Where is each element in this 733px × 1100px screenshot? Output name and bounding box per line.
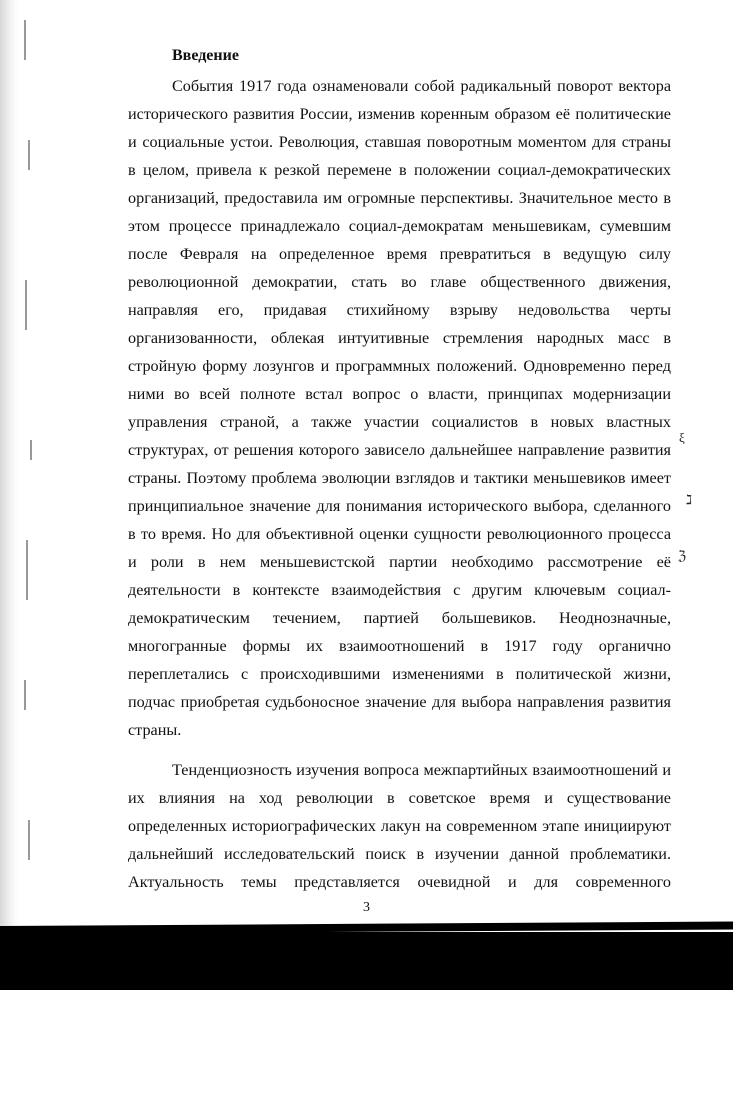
text-line: принципиальное значение для понимания исторического выбора, сделанного [128,497,671,515]
text-line: События 1917 года ознаменовали собой радикальный поворот вектора [172,77,671,95]
text-line: Актуальность темы представляется очевидной и для современного [128,873,671,891]
text-line: и роли в нем меньшевистской партии необходимо рассмотрение её [128,553,671,571]
text-line: их влияния на ход революции в советское время и существование [128,789,671,807]
text-line: деятельности в контексте взаимодействия с другим ключевым социал- [128,581,671,599]
page-number: 3 [363,900,370,915]
text-line: многогранные формы их взаимоотношений в 1917 году органично [128,637,671,655]
text-line: и социальные устои. Революция, ставшая поворотным моментом для страны [128,133,671,151]
text-line: демократическим течением, партией большевиков. Неоднозначные, [128,609,671,627]
text-line: в целом, привела к резкой перемене в положении социал-демократических [128,161,671,179]
text-line: этом процессе принадлежало социал-демократам меньшевикам, сумевшим [128,217,671,235]
text-line: ними во всей полноте встал вопрос о власти, принципах модернизации [128,385,671,403]
margin-mark: ξ [679,430,685,445]
text-line: организаций, предоставила им огромные перспективы. Значительное место в [128,189,671,207]
text-line: подчас приобретая судьбоносное значение для выбора направления развития [128,693,671,711]
text-line: страны. Поэтому проблема эволюции взглядов и тактики меньшевиков имеет [128,469,671,487]
text-line: организованности, облекая интуитивные стремления народных масс в [128,329,671,347]
section-heading: Введение [172,47,239,64]
text-line: переплетались с происходившими изменениями в политической жизни, [128,665,671,683]
text-line: направляя его, придавая стихийному взрыву недовольства черты [128,301,671,319]
scan-margin-marks [22,20,40,920]
text-line: Тенденциозность изучения вопроса межпартийных взаимоотношений и [172,761,671,779]
text-line: управления страной, а также участии социалистов в новых властных [128,413,671,431]
text-line: в то время. Но для объективной оценки сущности революционного процесса [128,525,671,543]
text-line: стройную форму лозунгов и программных положений. Одновременно перед [128,357,671,375]
margin-mark: ℷ [686,492,693,507]
text-line: структурах, от решения которого зависело дальнейшее направление развития [128,441,671,459]
text-line: революционной демократии, стать во главе общественного движения, [128,273,671,291]
scan-dark-band [0,932,733,990]
text-line: дальнейший исследовательский поиск в изучении данной проблематики. [128,845,671,863]
scan-edge-shadow [0,0,18,935]
text-line: после Февраля на определенное время превратиться в ведущую силу [128,245,671,263]
margin-mark: ℨ [678,548,687,563]
text-line: страны. [128,721,182,739]
text-line: определенных историографических лакун на современном этапе инициируют [128,817,671,835]
text-line: исторического развития России, изменив коренным образом её политические [128,105,671,123]
